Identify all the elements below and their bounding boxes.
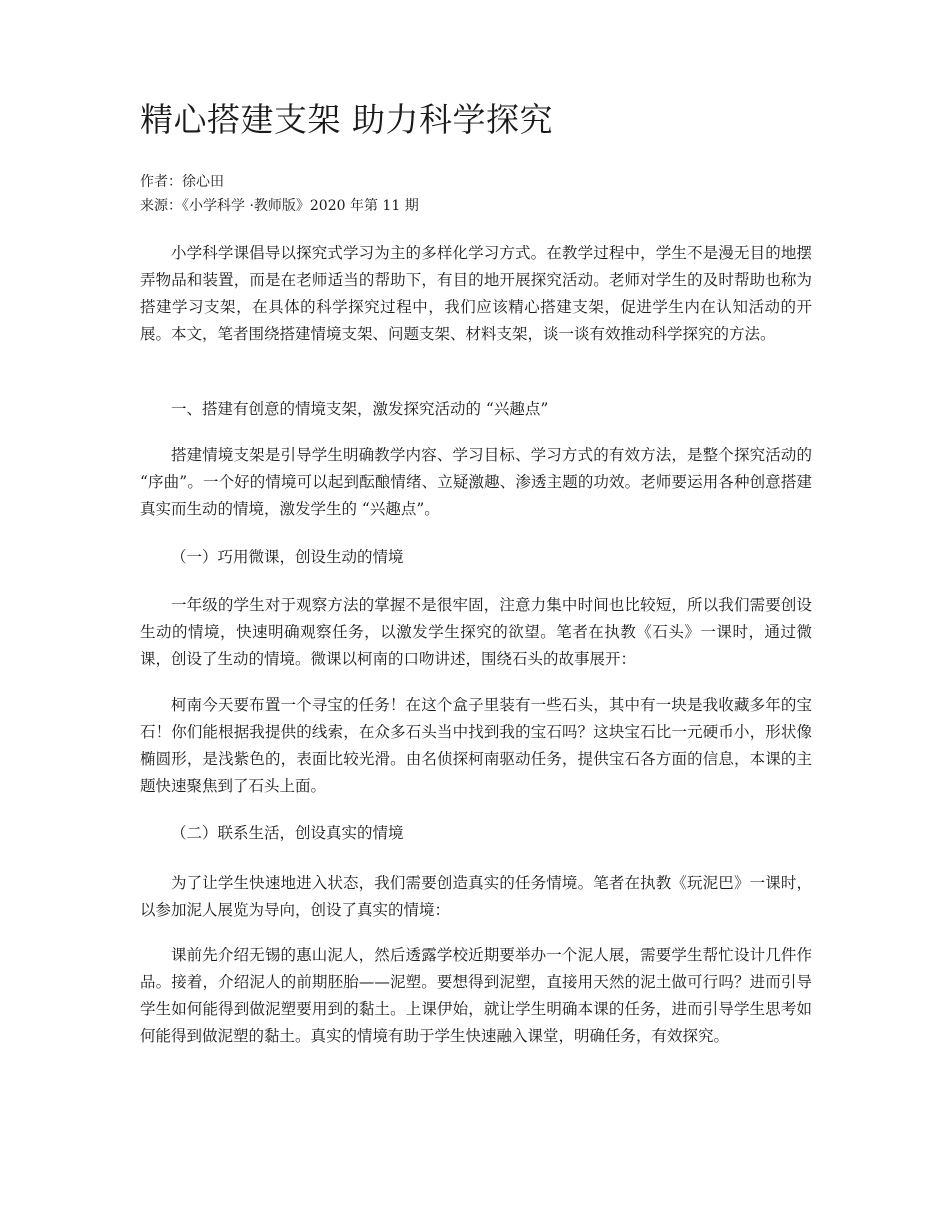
section-heading-1: 一、搭建有创意的情境支架，激发探究活动的 “兴趣点” (171, 400, 549, 418)
intro-paragraph: 小学科学课倡导以探究式学习为主的多样化学习方式。在教学过程中，学生不是漫无目的地摆弄物品和装置，而是在老师适当的帮助下，有目的地开展探究活动。老师对学生的及时帮助也称为搭建学习支架，在具体的科学探究过程中，我们应该精心搭建支架，促进学生内在认知活动的开展。本文，笔者围绕搭建情境支架、问题支架、材料支架，谈一谈有效推动科学探究的方法。 (140, 244, 812, 343)
paragraph-microlesson: 一年级的学生对于观察方法的掌握不是很牢固，注意力集中时间也比较短，所以我们需要创设生动的情境，快速明确观察任务，以激发学生探究的欲望。笔者在执教《石头》一课时，通过微课，创设了生动的情境。微课以柯南的口吻讲述，围绕石头的故事展开： (140, 596, 812, 668)
paragraph-clay-figures: 课前先介绍无锡的惠山泥人，然后透露学校近期要举办一个泥人展，需要学生帮忙设计几件作品。接着，介绍泥人的前期胚胎——泥塑。要想得到泥塑，直接用天然的泥土做可行吗？进而引导学生如何能得到做泥塑要用到的黏土。上课伊始，就让学生明确本课的任务，进而引导学生思考如何能得到做泥塑的黏土。真实的情境有助于学生快速融入课堂，明确任务，有效探究。 (140, 946, 812, 1045)
paragraph-conan-task: 柯南今天要布置一个寻宝的任务！在这个盒子里装有一些石头，其中有一块是我收藏多年的宝石！你们能根据我提供的线索，在众多石头当中找到我的宝石吗？这块宝石比一元硬币小，形状像椭圆形，是浅紫色的，表面比较光滑。由名侦探柯南驱动任务，提供宝石各方面的信息，本课的主题快速聚焦到了石头上面。 (140, 696, 812, 795)
article-title: 精心搭建支架 助力科学探究 (140, 100, 553, 139)
paragraph-real-situation: 为了让学生快速地进入状态，我们需要创造真实的任务情境。笔者在执教《玩泥巴》一课时，以参加泥人展览为导向，创设了真实的情境： (140, 874, 812, 919)
paragraph-situation-scaffold: 搭建情境支架是引导学生明确教学内容、学习目标、学习方式的有效方法，是整个探究活动的 “序曲”。一个好的情境可以起到酝酿情绪、立疑激趣、渗透主题的功效。老师要运用各种创意搭建真实而生动的情境，激发学生的 “兴趣点”。 (140, 446, 812, 518)
subsection-heading-1: （一）巧用微课，创设生动的情境 (171, 548, 404, 566)
source-line: 来源：《小学科学 ·教师版》2020 年第 11 期 (140, 198, 419, 214)
subsection-heading-2: （二）联系生活，创设真实的情境 (171, 824, 404, 842)
author-line: 作者：徐心田 (140, 174, 224, 190)
